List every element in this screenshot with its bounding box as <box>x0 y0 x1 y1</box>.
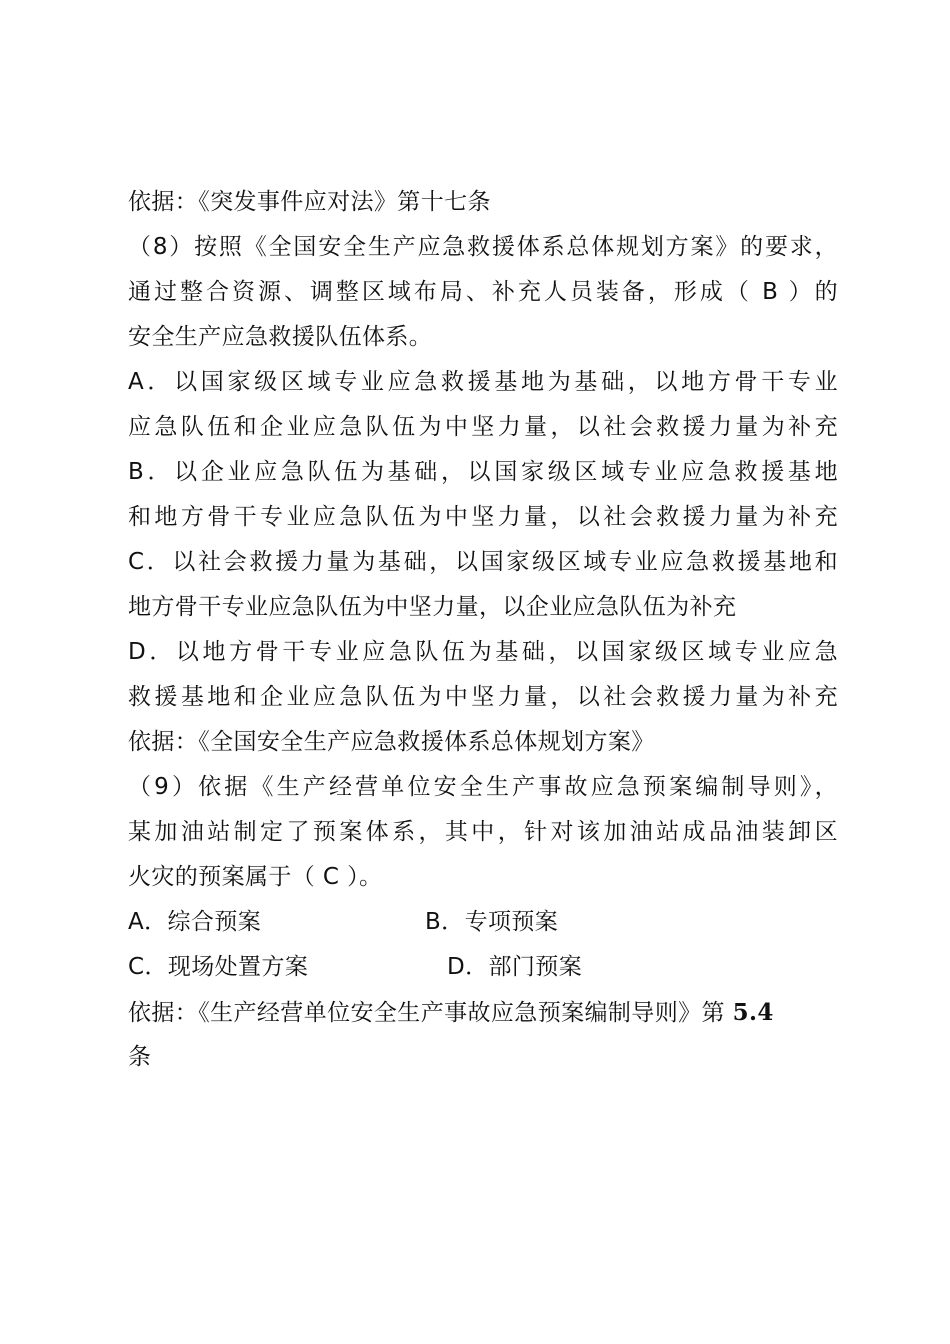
q9-stem-line-3: 火灾的预案属于（ C ）。 <box>128 864 383 890</box>
q8-option-c-line-1: C．以社会救援力量为基础，以国家级区域专业应急救援基地和 <box>128 549 838 575</box>
q8-option-a-line-2: 应急队伍和企业应急队伍为中坚力量，以社会救援力量为补充 <box>128 414 838 440</box>
q9-basis-prefix: 依据：《生产经营单位安全生产事故应急预案编制导则》第 <box>128 1000 725 1026</box>
q9-basis-line-1 <box>128 990 838 1035</box>
q9-option-d: D．部门预案 <box>447 954 583 980</box>
q9-option-c: C．现场处置方案 <box>128 954 309 980</box>
q9-basis-number: 5.4 <box>732 999 774 1026</box>
q8-option-d-line-2: 救援基地和企业应急队伍为中坚力量，以社会救援力量为补充 <box>128 684 838 710</box>
q8-stem-line-2: 通过整合资源、调整区域布局、补充人员装备，形成（ B ）的 <box>128 279 838 305</box>
document-page <box>128 180 838 1080</box>
q8-stem-line-1: （8）按照《全国安全生产应急救援体系总体规划方案》的要求， <box>128 234 838 260</box>
q8-option-a-line-1: A．以国家级区域专业应急救援基地为基础，以地方骨干专业 <box>128 369 838 395</box>
q8-stem-line-3: 安全生产应急救援队伍体系。 <box>128 324 433 350</box>
q7-basis: 依据：《突发事件应对法》第十七条 <box>128 189 491 215</box>
q9-options-row-2 <box>128 945 838 990</box>
q8-option-b-line-2: 和地方骨干专业应急队伍为中坚力量，以社会救援力量为补充 <box>128 504 838 530</box>
q8-option-d-line-1: D．以地方骨干专业应急队伍为基础，以国家级区域专业应急 <box>128 639 838 665</box>
q8-basis: 依据：《全国安全生产应急救援体系总体规划方案》 <box>128 729 655 755</box>
q9-stem-line-1: （9）依据《生产经营单位安全生产事故应急预案编制导则》， <box>128 774 838 800</box>
q8-option-c-line-2: 地方骨干专业应急队伍为中坚力量，以企业应急队伍为补充 <box>128 594 737 620</box>
q9-stem-line-2: 某加油站制定了预案体系，其中，针对该加油站成品油装卸区 <box>128 819 838 845</box>
q9-options-row-1 <box>128 900 838 945</box>
q9-basis-line-2: 条 <box>128 1044 152 1070</box>
q9-option-a: A．综合预案 <box>128 909 262 935</box>
q8-option-b-line-1: B．以企业应急队伍为基础，以国家级区域专业应急救援基地 <box>128 459 838 485</box>
q9-option-b: B．专项预案 <box>425 909 559 935</box>
